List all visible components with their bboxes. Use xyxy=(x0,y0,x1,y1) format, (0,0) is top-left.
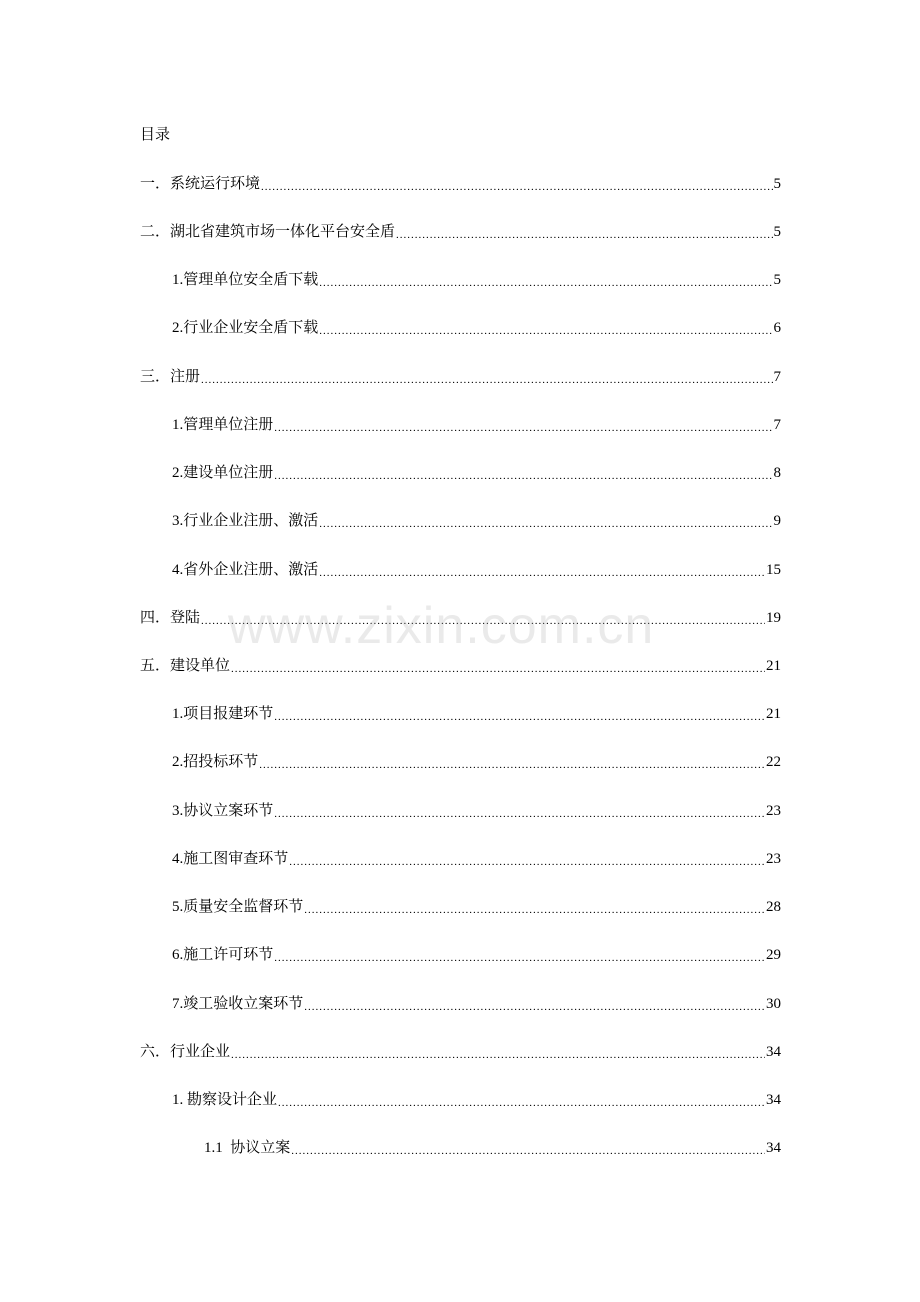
toc-entry-label: 注册 xyxy=(170,369,201,385)
dot-leader xyxy=(319,323,772,339)
toc-entry-label: 行业企业安全盾下载 xyxy=(183,320,319,336)
toc-entry-page: 34 xyxy=(766,1092,781,1108)
toc-entry-number: 2. xyxy=(172,465,184,481)
toc-entry-label: 质量安全监督环节 xyxy=(183,899,304,915)
toc-entry-l2[interactable] xyxy=(172,1089,781,1111)
toc-entry-l1[interactable] xyxy=(140,366,781,388)
toc-entry-l2[interactable] xyxy=(172,559,781,581)
toc-entry-number: 2. xyxy=(172,754,184,770)
toc-entry-l2[interactable] xyxy=(172,414,781,436)
toc-entry-label: 项目报建环节 xyxy=(183,706,274,722)
toc-entry-page: 28 xyxy=(766,899,781,915)
toc-entry-label: 湖北省建筑市场一体化平台安全盾 xyxy=(170,224,396,240)
dot-leader xyxy=(289,854,765,870)
toc-entry-number: 7. xyxy=(172,996,184,1012)
toc-entry-label: 协议立案 xyxy=(230,1140,291,1156)
toc-entry-page: 5 xyxy=(773,176,781,192)
toc-entry-page: 23 xyxy=(766,851,781,867)
toc-entry-page: 34 xyxy=(766,1044,781,1060)
toc-entry-number: 1. xyxy=(172,272,184,288)
toc-title: 目录 xyxy=(140,127,171,143)
toc-entry-number: 五． xyxy=(140,658,171,674)
toc-entry-page: 7 xyxy=(773,369,781,385)
toc-entry-page: 5 xyxy=(773,224,781,240)
dot-leader xyxy=(319,275,772,291)
toc-entry-label: 建设单位 xyxy=(170,658,231,674)
toc-entry-l1[interactable] xyxy=(140,173,781,195)
toc-entry-page: 21 xyxy=(766,706,781,722)
toc-entry-page: 30 xyxy=(766,996,781,1012)
toc-entry-l1[interactable] xyxy=(140,221,781,243)
toc-entry-number: 1. xyxy=(172,417,184,433)
toc-entry-label: 行业企业 xyxy=(170,1044,231,1060)
toc-entry-label: 竣工验收立案环节 xyxy=(183,996,304,1012)
toc-entry-number: 四． xyxy=(140,610,171,626)
toc-entry-label: 勘察设计企业 xyxy=(187,1092,278,1108)
dot-leader xyxy=(274,806,765,822)
toc-entry-number: 3. xyxy=(172,803,184,819)
dot-leader xyxy=(319,565,765,581)
toc-entry-label: 协议立案环节 xyxy=(183,803,274,819)
toc-entry-number: 三． xyxy=(140,369,171,385)
dot-leader xyxy=(274,950,765,966)
toc-entry-number: 4. xyxy=(172,851,184,867)
toc-entry-label: 管理单位注册 xyxy=(183,417,274,433)
toc-entry-page: 21 xyxy=(766,658,781,674)
toc-entry-page: 8 xyxy=(773,465,781,481)
toc-entry-label: 登陆 xyxy=(170,610,201,626)
toc-entry-number: 3. xyxy=(172,513,184,529)
watermark: www.zixin.com.cn xyxy=(228,597,655,655)
toc-entry-number: 6. xyxy=(172,947,184,963)
dot-leader xyxy=(274,709,765,725)
dot-leader xyxy=(259,757,765,773)
dot-leader xyxy=(201,613,765,629)
toc-entry-l2[interactable] xyxy=(172,269,781,291)
toc-entry-page: 9 xyxy=(773,513,781,529)
toc-entry-label: 管理单位安全盾下载 xyxy=(183,272,319,288)
toc-entry-l2[interactable] xyxy=(172,944,781,966)
toc-entry-l2[interactable] xyxy=(172,703,781,725)
toc-entry-number: 一． xyxy=(140,176,171,192)
dot-leader xyxy=(278,1095,765,1111)
toc-entry-l1[interactable] xyxy=(140,655,781,677)
dot-leader xyxy=(396,227,772,243)
toc-entry-l3[interactable] xyxy=(204,1137,781,1159)
toc-entry-l2[interactable] xyxy=(172,317,781,339)
toc-entry-page: 23 xyxy=(766,803,781,819)
dot-leader xyxy=(274,468,772,484)
toc-entry-page: 6 xyxy=(773,320,781,336)
dot-leader xyxy=(319,516,772,532)
toc-entry-page: 29 xyxy=(766,947,781,963)
toc-entry-number: 六． xyxy=(140,1044,171,1060)
toc-entry-l2[interactable] xyxy=(172,510,781,532)
toc-entry-page: 19 xyxy=(766,610,781,626)
toc-entry-label: 施工许可环节 xyxy=(183,947,274,963)
toc-entry-l2[interactable] xyxy=(172,848,781,870)
dot-leader xyxy=(231,661,765,677)
toc-entry-l2[interactable] xyxy=(172,462,781,484)
dot-leader xyxy=(291,1143,765,1159)
toc-entry-l2[interactable] xyxy=(172,993,781,1015)
toc-entry-label: 建设单位注册 xyxy=(183,465,274,481)
toc-entry-l1[interactable] xyxy=(140,1041,781,1063)
toc-entry-number: 4. xyxy=(172,562,184,578)
dot-leader xyxy=(274,420,772,436)
dot-leader xyxy=(231,1047,765,1063)
toc-entry-page: 34 xyxy=(766,1140,781,1156)
toc-entry-number: 二． xyxy=(140,224,171,240)
toc-entry-l2[interactable] xyxy=(172,800,781,822)
toc-entry-page: 22 xyxy=(766,754,781,770)
toc-entry-number: 5. xyxy=(172,899,184,915)
toc-entry-number: 1. xyxy=(172,706,184,722)
dot-leader xyxy=(304,902,765,918)
toc-entry-label: 系统运行环境 xyxy=(170,176,261,192)
toc-entry-label: 行业企业注册、激活 xyxy=(183,513,319,529)
dot-leader xyxy=(201,372,772,388)
dot-leader xyxy=(261,179,772,195)
toc-entry-page: 15 xyxy=(766,562,781,578)
toc-entry-l2[interactable] xyxy=(172,751,781,773)
toc-entry-page: 5 xyxy=(773,272,781,288)
toc-entry-number: 2. xyxy=(172,320,184,336)
toc-entry-l2[interactable] xyxy=(172,896,781,918)
toc-entry-label: 施工图审查环节 xyxy=(183,851,289,867)
toc-entry-page: 7 xyxy=(773,417,781,433)
toc-entry-number: 1. xyxy=(172,1092,187,1108)
dot-leader xyxy=(304,999,765,1015)
toc-entry-l1[interactable] xyxy=(140,607,781,629)
toc-entry-label: 省外企业注册、激活 xyxy=(183,562,319,578)
toc-entry-number: 1.1 xyxy=(204,1140,231,1156)
toc-entry-label: 招投标环节 xyxy=(183,754,259,770)
